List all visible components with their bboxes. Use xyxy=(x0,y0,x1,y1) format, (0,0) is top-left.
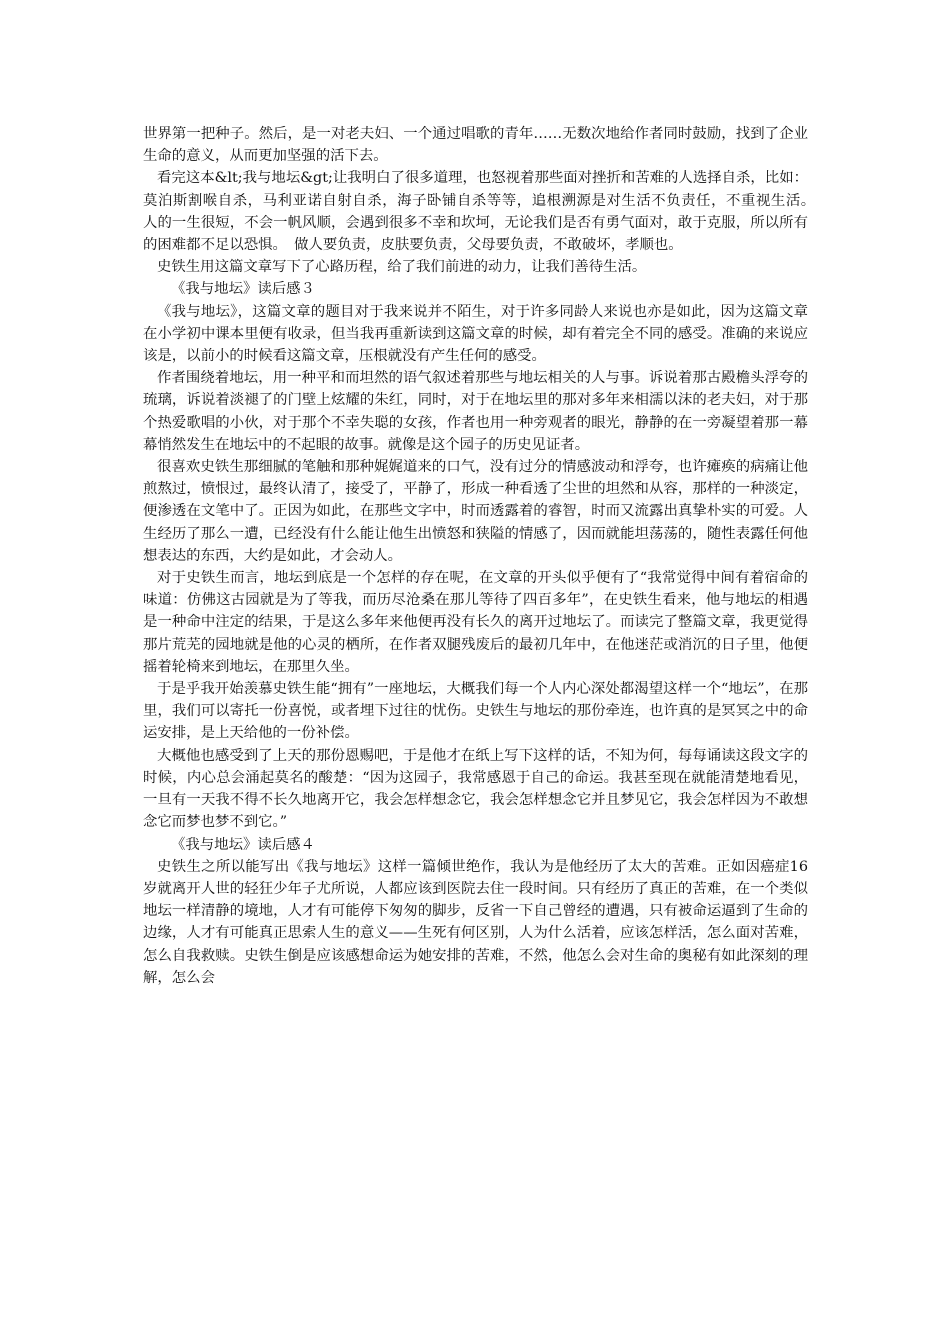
paragraph: 于是乎我开始羡慕史铁生能“拥有”一座地坛，大概我们每一个人内心深处都渴望这样一个“地坛”，在那里，我们可以寄托一份喜悦，或者埋下过往的忧伤。史铁生与地坛的那份牵连，也许真的是冥冥之中的命运安排，是上天给他的一份补偿。 xyxy=(143,681,808,742)
paragraph: 大概他也感受到了上天的那份恩赐吧，于是他才在纸上写下这样的话，不知为何，每每诵读这段文字的时候，内心总会涌起莫名的酸楚：“因为这园子，我常感恩于自己的命运。我甚至现在就能清楚地看见，一旦有一天我不得不长久地离开它，我会怎样想念它，我会怎样想念它并且梦见它，我会怎样因为不敢想念它而梦也梦不到它。” xyxy=(143,747,808,831)
paragraph: 史铁生用这篇文章写下了心路历程，给了我们前进的动力，让我们善待生活。 xyxy=(157,259,647,276)
section-heading-3: 《我与地坛》读后感３ xyxy=(171,281,315,298)
paragraph: 《我与地坛》，这篇文章的题目对于我来说并不陌生，对于许多同龄人来说也亦是如此，因为这篇文章在小学初中课本里便有收录，但当我再重新读到这篇文章的时候，却有着完全不同的感受。准确的来说应该是，以前小的时候看这篇文章，压根就没有产生任何的感受。 xyxy=(143,303,808,365)
paragraph: 作者围绕着地坛，用一种平和而坦然的语气叙述着那些与地坛相关的人与事。诉说着那古殿檐头浮夸的琉璃，诉说着淡褪了的门壁上炫耀的朱红，同时，对于在地坛里的那对多年来相濡以沫的老夫妇，对于那个热爱歌唱的小伙，对于那个不幸失聪的女孩，作者也用一种旁观者的眼光，静静的在一旁凝望着那一幕幕悄然发生在地坛中的不起眼的故事。就像是这个园子的历史见证者。 xyxy=(143,370,808,453)
paragraph: 很喜欢史铁生那细腻的笔触和那种娓娓道来的口气，没有过分的情感波动和浮夸，也许瘫痪的病痛让他煎熬过，愤恨过，最终认清了，接受了，平静了，形成一种看透了尘世的坦然和从容，那样的一种淡定，便渗透在文笔中了。正因为如此，在那些文字中，时而透露着的睿智，时而又流露出真挚朴实的可爱。人生经历了那么一遭，已经没有什么能让他生出愤怒和狭隘的情感了，因而就能坦荡荡的，随性表露任何他想表达的东西，大约是如此，才会动人。 xyxy=(143,459,808,564)
paragraph: 史铁生之所以能写出《我与地坛》这样一篇倾世绝作，我认为是他经历了太大的苦难。正如因癌症16岁就离开人世的轻狂少年子尤所说，人都应该到医院去住一段时间。只有经历了真正的苦难，在一个类似地坛一样清静的境地，人才有可能停下匆匆的脚步，反省一下自己曾经的遭遇，只有被命运逼到了生命的边缘，人才有可能真正思索人生的意义——生死有何区别，人为什么活着，应该怎样活，怎么面对苦难，怎么自我救赎。史铁生倒是应该感想命运为她安排的苦难，不然，他怎么会对生命的奥秘有如此深刻的理解，怎么会 xyxy=(143,858,808,986)
document-body xyxy=(143,123,823,989)
section-heading-4: 《我与地坛》读后感４ xyxy=(171,836,315,853)
paragraph: 对于史铁生而言，地坛到底是一个怎样的存在呢，在文章的开头似乎便有了“我常觉得中间有着宿命的味道：仿佛这古园就是为了等我，而历尽沧桑在那儿等待了四百多年”，在史铁生看来，他与地坛的相遇是一种命中注定的结果，于是这么多年来他便再没有长久的离开过地坛了。而读完了整篇文章，我更觉得那片荒芜的园地就是他的心灵的栖所，在作者双腿残废后的最初几年中，在他迷茫或消沉的日子里，他便摇着轮椅来到地坛，在那里久坐。 xyxy=(143,570,808,675)
paragraph-continuation: 世界第一把种子。然后，是一对老夫妇、一个通过唱歌的青年……无数次地给作者同时鼓励，找到了企业生命的意义，从而更加坚强的活下去。 xyxy=(143,126,808,165)
paragraph: 看完这本&lt;我与地坛&gt;让我明白了很多道理，也怒视着那些面对挫折和苦难的人选择自杀，比如：莫泊斯割喉自杀，马利亚诺自射自杀，海子卧铺自杀等等，追根溯源是对生活不负责任，不重视生活。 人的一生很短，不会一帆风顺，会遇到很多不幸和坎坷，无论我们是否有勇气面对，敢于克服，所以所有的困难都不足以恐惧。 做人要负责，皮肤要负责，父母要负责，不敢破坏，孝顺也。 xyxy=(143,170,823,254)
